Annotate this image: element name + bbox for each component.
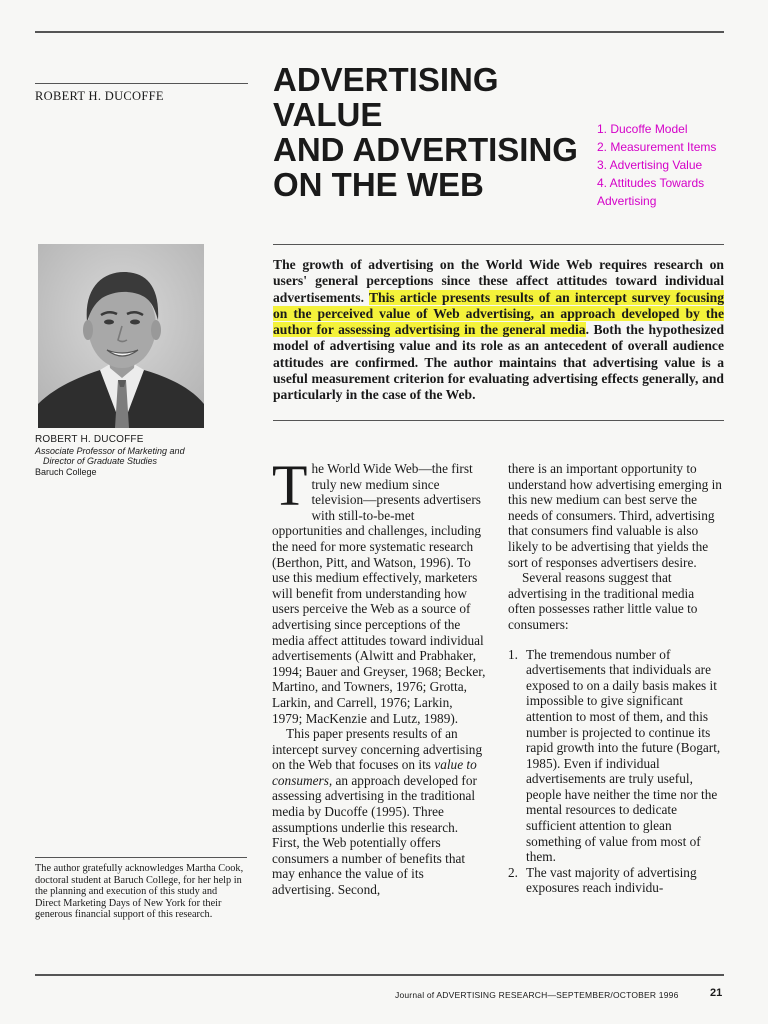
drop-cap: T	[272, 453, 308, 518]
ack-rule	[35, 857, 247, 858]
page-number: 21	[710, 987, 723, 999]
list-number: 1.	[508, 646, 518, 662]
topic-annotation-list	[597, 120, 747, 210]
list-number: 2.	[508, 864, 518, 880]
caption-role: Associate Professor of Marketing and	[35, 445, 185, 456]
body-paragraph: Several reasons suggest that advertising in the traditional media often possesses rather little value to consumers:	[508, 570, 698, 632]
caption-name: ROBERT H. DUCOFFE	[35, 434, 144, 445]
highlighted-text[interactable]: This article presents results of an intercept survey focusing on the perceived value of Web advertising, an approach developed by the author for assessing advertising in the general media	[273, 289, 724, 338]
journal-footer: Journal of ADVERTISING RESEARCH—SEPTEMBER/OCTOBER 1996	[395, 990, 679, 1000]
annotation-item[interactable]: Advertising	[597, 194, 657, 208]
abstract-top-rule	[273, 244, 724, 245]
title-line: AND ADVERTISING	[273, 131, 578, 168]
body-paragraph: This paper presents results of an intercept survey concerning advertising on the Web that focuses on its value to consumers, an approach developed for assessing advertising in the traditional media by Ducoffe (1995). Three assumptions underlie this research. First, the Web potentially offers consumers a number of benefits that may enhance the value of its advertising. Second,	[272, 726, 483, 898]
list-item: 1. The tremendous number of advertisements that individuals are exposed to on a daily basis makes it impossible to give significant attention to most of them, and this number is projected to continue its rapid growth into the future (Bogart, 1985). Even if individual advertisements are truly useful, people have neither the time nor the mental resources to dedicate sufficient attention to glean something of value from most of them.	[508, 646, 721, 865]
acknowledgment-note: The author gratefully acknowledges Martha Cook, doctoral student at Baruch College, for her help in the planning and execution of this study and Direct Marketing Days of New York for their generous financial support of this research.	[35, 863, 244, 921]
title-line: ON THE WEB	[273, 166, 484, 203]
annotation-item[interactable]: 1. Ducoffe Model	[597, 122, 688, 136]
author-rule	[35, 83, 248, 84]
body-column-left	[272, 453, 486, 898]
abstract	[273, 257, 724, 404]
annotation-item[interactable]: 4. Attitudes Towards	[597, 176, 705, 190]
list-item: 2. The vast majority of advertising exposures reach individu-	[508, 864, 697, 896]
photo-caption	[35, 435, 235, 477]
caption-affiliation: Baruch College	[35, 466, 97, 477]
bottom-rule	[35, 974, 724, 976]
author-photo	[38, 244, 204, 428]
author-name: ROBERT H. DUCOFFE	[35, 89, 164, 103]
abstract-bottom-rule	[273, 420, 724, 421]
body-column-right	[508, 461, 722, 896]
article-title	[273, 62, 613, 202]
body-paragraph: The World Wide Web—the first truly new medium since television—presents advertisers with still-to-be-met opportunities and challenges, including the need for more systematic research (Berthon, Pitt, and Watson, 1996). To use this medium effectively, marketers will benefit from understanding how users perceive the Web as a source of advertising since perceptions of the media affect attitudes toward individual advertisements (Alwitt and Prabhaker, 1994; Bauer and Greyser, 1968; Becker, Martino, and Towners, 1976; Grotta, Larkin, and Carrell, 1976; Larkin, 1979; MacKenzie and Lutz, 1989).	[272, 453, 486, 726]
caption-role: Director of Graduate Studies	[43, 456, 158, 466]
title-line: ADVERTISING VALUE	[273, 61, 499, 133]
annotation-item[interactable]: 2. Measurement Items	[597, 140, 717, 154]
abstract-text: The growth of advertising on the World Wide Web requires research on users' general perceptions since these affect attitudes toward individual advertisements.	[273, 257, 724, 305]
abstract-text: . Both the hypothesized model of advertising value and its role as an antecedent of overall audience attitudes are confirmed. The author maintains that advertising value is a useful measurement criterion for evaluating advertising effects generally, and particularly in the case of the Web.	[273, 322, 725, 403]
body-paragraph: there is an important opportunity to understand how advertising emerging in this new medium can best serve the needs of consumers. Third, advertising that consumers find valuable is also likely to be advertising that yields the sort of responses advertisers desire.	[508, 461, 722, 570]
emphasis-text: value to consumers,	[272, 757, 477, 788]
annotation-item[interactable]: 3. Advertising Value	[597, 158, 703, 172]
top-rule	[35, 31, 724, 33]
reasons-list	[508, 647, 722, 897]
